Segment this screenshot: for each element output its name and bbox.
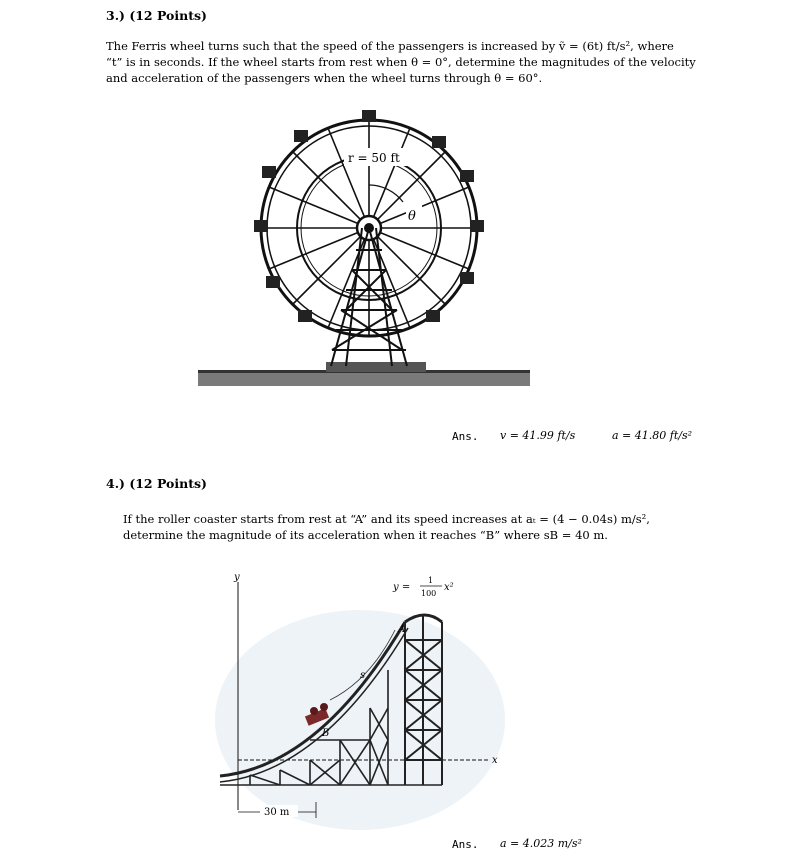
y-axis-label: y [234,572,240,583]
problem-3-heading: 3.) (12 Points) [106,8,207,23]
problem-3-text-line-1: The Ferris wheel turns such that the speed of the passengers is increased by ṽ = (6t) ft/s², where [106,39,674,53]
problem-4-text-line-1: If the roller coaster starts from rest at “A” and its speed increases at aₜ = (4 − 0.04s) m/s², [123,512,650,526]
figure-background [215,610,505,830]
ground [198,372,530,386]
equation-numerator: 1 [428,576,434,585]
equation-variable: x² [444,582,454,593]
problem-3-text-line-2: “t” is in seconds. If the wheel starts from rest when θ = 0°, determine the magnitudes of the velocity [106,55,696,69]
base-platform [326,362,426,372]
point-a-label: A [398,624,406,635]
arc-label-s: s [360,670,366,681]
problem-4-heading: 4.) (12 Points) [106,476,207,491]
problem-3-answer-acceleration: a = 41.80 ft/s² [612,429,693,442]
ferris-wheel-figure [196,100,534,400]
point-b-label: B [322,728,330,739]
roller-coaster-figure [210,570,510,830]
problem-4-text-line-2: determine the magnitude of its acceleration when it reaches “B” where sB = 40 m. [123,528,608,542]
problem-3-text-line-3: and acceleration of the passengers when the wheel turns through θ = 60°. [106,71,543,85]
problem-3-answer-label: Ans. [452,430,479,443]
equation-denominator: 100 [421,589,437,598]
angle-label: θ [408,209,416,224]
radius-label: r = 50 ft [348,151,400,165]
problem-4-answer-label: Ans. [452,838,479,851]
x-axis-label: x [492,755,498,766]
problem-4-answer-acceleration: a = 4.023 m/s² [500,837,582,850]
coaster-tower [405,615,442,785]
dimension-label: 30 m [264,807,290,818]
equation-lhs: y = [393,582,411,593]
problem-3-answer-velocity: v = 41.99 ft/s [500,429,576,442]
